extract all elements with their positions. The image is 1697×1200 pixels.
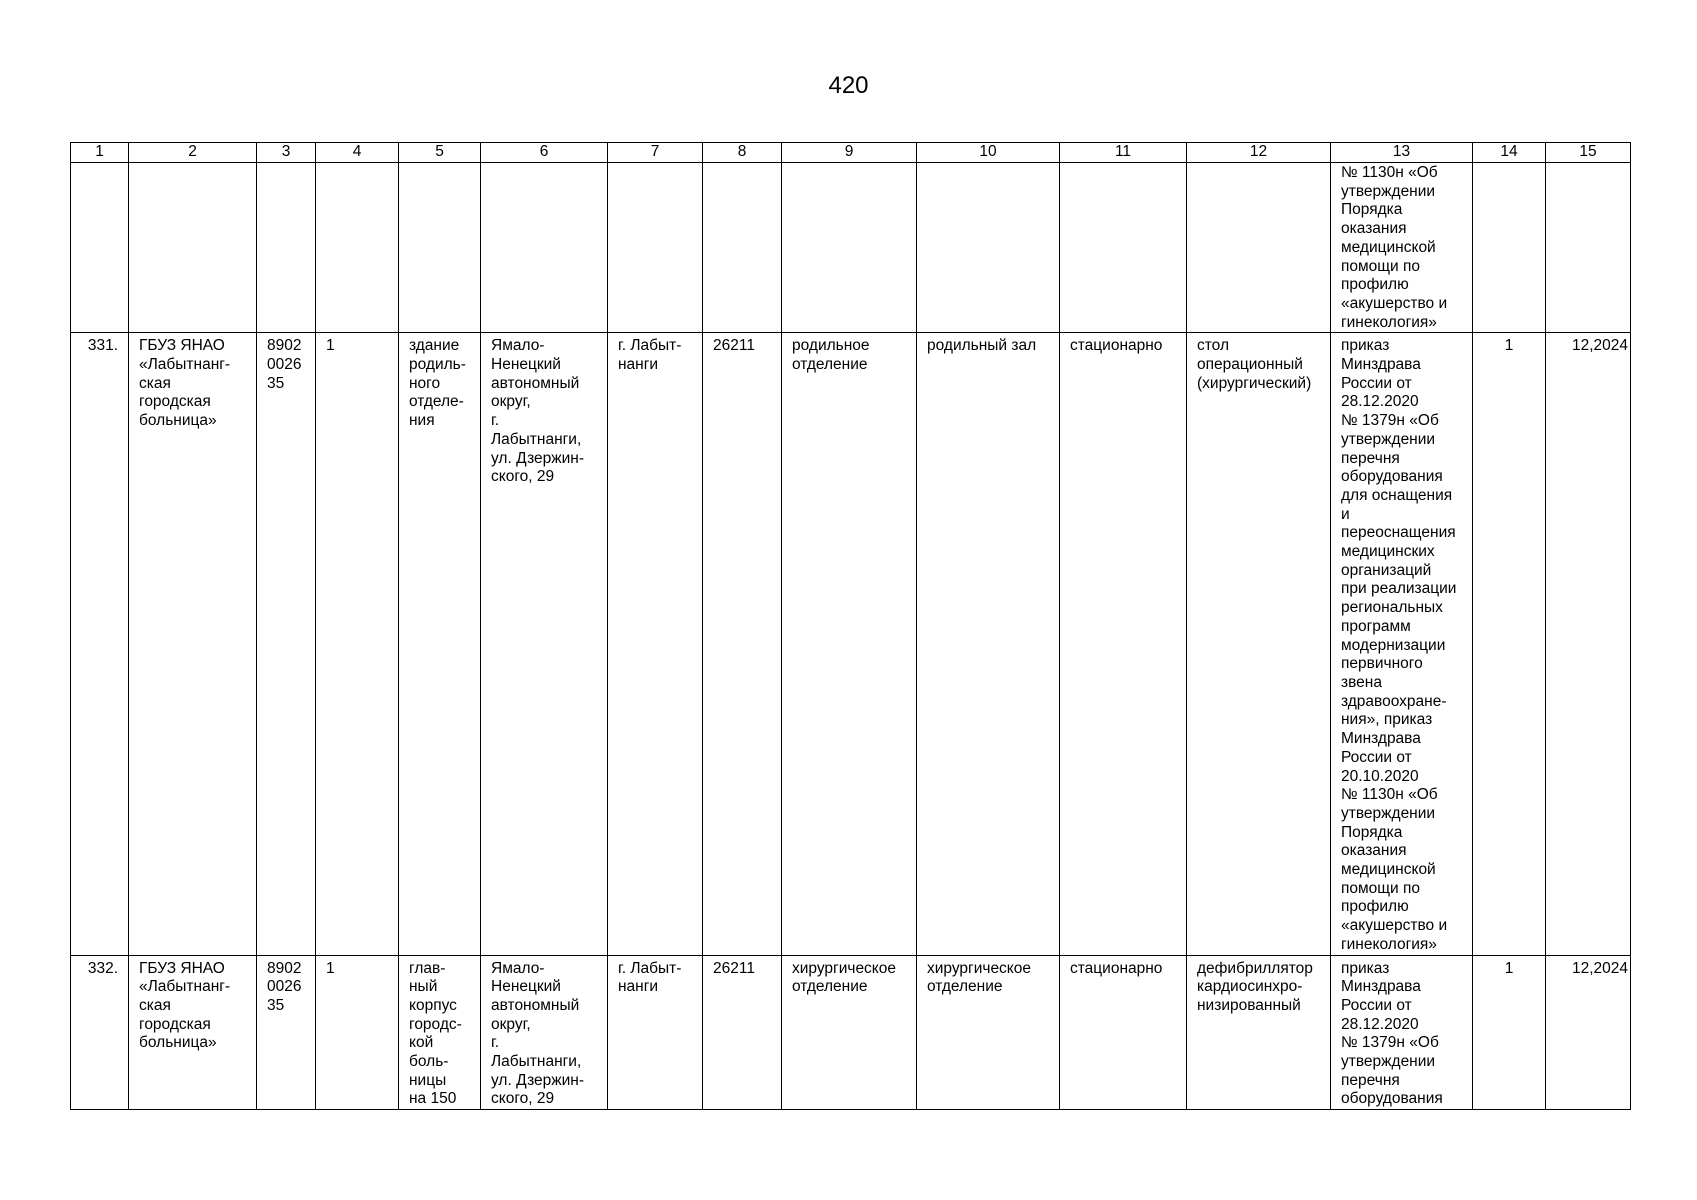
column-header: 10 [917,143,1060,163]
table-cell [129,163,257,333]
column-header: 14 [1473,143,1546,163]
row-number-cell: 332. [71,955,129,1110]
quantity-cell: 1 [1473,333,1546,955]
table-cell [399,163,481,333]
table-header-row [71,143,1631,163]
room-cell: родильный зал [917,333,1060,955]
column-header: 4 [316,143,399,163]
table-cell [316,163,399,333]
column-header: 5 [399,143,481,163]
table-cell [608,163,703,333]
column-header: 9 [782,143,917,163]
table-cell [917,163,1060,333]
row-number-cell: 331. [71,333,129,955]
table-cell [1546,163,1631,333]
table-row [71,333,1631,955]
table-cell [782,163,917,333]
code-cell: 26211 [703,955,782,1110]
column-header: 12 [1187,143,1331,163]
equipment-table [70,142,1631,1110]
date-cell: 12,2024 [1546,333,1631,955]
column-header: 15 [1546,143,1631,163]
table-cell [1473,163,1546,333]
department-cell: хирургическое отделение [782,955,917,1110]
table-cell [481,163,608,333]
column-header: 11 [1060,143,1187,163]
date-cell: 12,2024 [1546,955,1631,1110]
inn-cell: 8902 0026 35 [257,333,316,955]
equipment-cell: стол операционный (хирургический) [1187,333,1331,955]
column-header: 7 [608,143,703,163]
page-number: 420 [828,72,869,99]
care-type-cell: стационарно [1060,333,1187,955]
department-cell: родильное отделение [782,333,917,955]
column-header: 2 [129,143,257,163]
quantity-cell: 1 [1473,955,1546,1110]
regulation-cell: № 1130н «Об утверждении Порядка оказания медицинской помощи по профилю «акушерство и гинекология» [1331,163,1473,333]
table-row-continuation [71,163,1631,333]
inn-cell: 8902 0026 35 [257,955,316,1110]
code-cell: 26211 [703,333,782,955]
city-cell: г. Лабыт- нанги [608,333,703,955]
column-header: 8 [703,143,782,163]
table-row [71,955,1631,1110]
column-header: 13 [1331,143,1473,163]
table-cell [71,163,129,333]
organization-cell: ГБУЗ ЯНАО «Лабытнанг- ская городская больница» [129,955,257,1110]
care-type-cell: стационарно [1060,955,1187,1110]
building-cell: здание родиль- ного отделе- ния [399,333,481,955]
table-cell: 1 [316,955,399,1110]
column-header: 1 [71,143,129,163]
room-cell: хирургическое отделение [917,955,1060,1110]
building-cell: глав- ный корпус городс- кой боль- ницы на 150 [399,955,481,1110]
table-cell [703,163,782,333]
city-cell: г. Лабыт- нанги [608,955,703,1110]
table-cell [1187,163,1331,333]
table-cell [1060,163,1187,333]
table-cell: 1 [316,333,399,955]
equipment-cell: дефибриллятор кардиосинхро- низированный [1187,955,1331,1110]
column-header: 6 [481,143,608,163]
address-cell: Ямало- Ненецкий автономный округ, г. Лабытнанги, ул. Дзержин- ского, 29 [481,333,608,955]
organization-cell: ГБУЗ ЯНАО «Лабытнанг- ская городская больница» [129,333,257,955]
address-cell: Ямало- Ненецкий автономный округ, г. Лабытнанги, ул. Дзержин- ского, 29 [481,955,608,1110]
regulation-cell: приказ Минздрава России от 28.12.2020 № 1379н «Об утверждении перечня оборудования для оснащения и переоснащения медицинских организаций при реализации региональных программ модернизации первичного звена здравоохране- ния», приказ Минздрава России от 20.10.2020 № 1130н «Об утверждении Порядка оказания медицинской помощи по профилю «акушерство и гинекология» [1331,333,1473,955]
column-header: 3 [257,143,316,163]
table-cell [257,163,316,333]
regulation-cell: приказ Минздрава России от 28.12.2020 № 1379н «Об утверждении перечня оборудования [1331,955,1473,1110]
